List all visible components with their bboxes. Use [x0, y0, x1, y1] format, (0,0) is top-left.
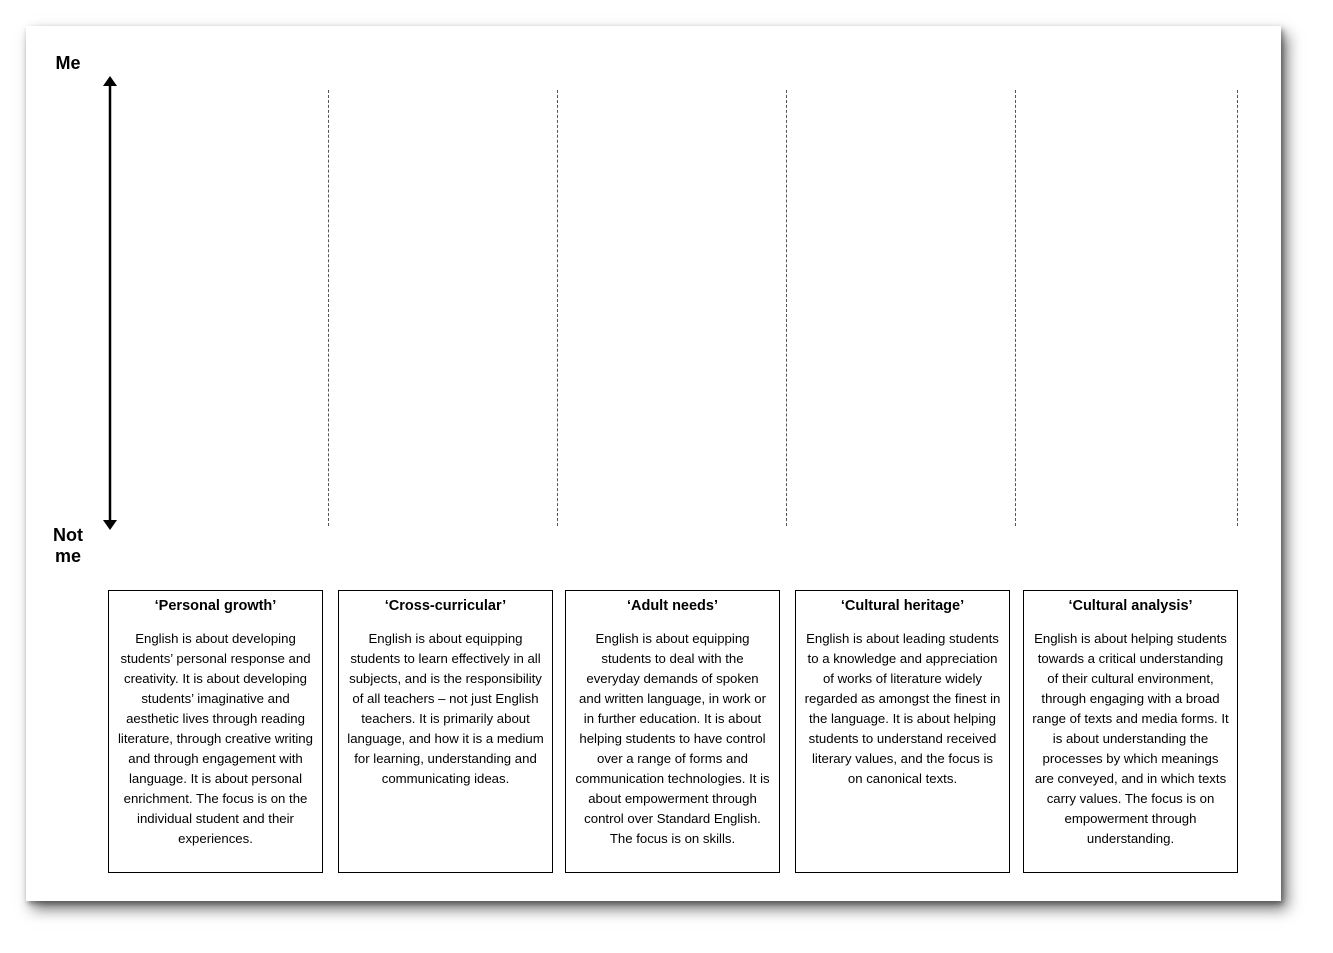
card-description: English is about equipping students to learn effectively in all subjects, and is the responsibility of all teachers – not just English teachers. It is primarily about language, and how it is a medium for learning, understanding and communicating ideas.	[347, 631, 544, 786]
card-cultural-analysis	[1023, 590, 1238, 873]
card-description: English is about leading students to a knowledge and appreciation of works of literature widely regarded as amongst the finest in the language. It is about helping students to understand received literary values, and the focus is on canonical texts.	[804, 631, 1001, 786]
column-divider	[557, 90, 558, 526]
card-adult-needs	[565, 590, 780, 873]
card-title: ‘Cross-curricular’	[384, 598, 507, 614]
card-title: ‘Cultural heritage’	[840, 598, 965, 614]
axis-bottom-label-text: Not me	[53, 525, 83, 566]
card-title: ‘Cultural analysis’	[1068, 598, 1193, 614]
card-cross-curricular	[338, 590, 553, 873]
column-divider	[1015, 90, 1016, 526]
axis-bottom-label	[42, 525, 94, 567]
card-title: ‘Adult needs’	[626, 598, 719, 614]
column-divider	[1237, 90, 1238, 526]
card-description: English is about equipping students to deal with the everyday demands of spoken and written language, in work or in further education. It is about helping students to have control over a range of forms and communication technologies. It is about empowerment through control over Standard English. The focus is on skills.	[575, 631, 770, 846]
card-description: English is about helping students towards a critical understanding of their cultural environment, through engaging with a broad range of texts and media forms. It is about understanding the processes by which meanings are conveyed, and in which texts carry values. The focus is on empowerment through understanding.	[1032, 631, 1229, 846]
column-divider	[328, 90, 329, 526]
column-divider	[786, 90, 787, 526]
card-cultural-heritage	[795, 590, 1010, 873]
card-personal-growth	[108, 590, 323, 873]
card-title: ‘Personal growth’	[154, 598, 277, 614]
axis-arrowhead-up	[103, 76, 117, 86]
card-description: English is about developing students’ personal response and creativity. It is about developing students’ imaginative and aesthetic lives through reading literature, through creative writing and through engagement with language. It is about personal enrichment. The focus is on the individual student and their experiences.	[118, 631, 313, 846]
me-notme-axis-arrow	[100, 76, 120, 530]
axis-arrowhead-down	[103, 520, 117, 530]
axis-top-label: Me	[55, 53, 81, 73]
worksheet-page	[26, 26, 1281, 901]
